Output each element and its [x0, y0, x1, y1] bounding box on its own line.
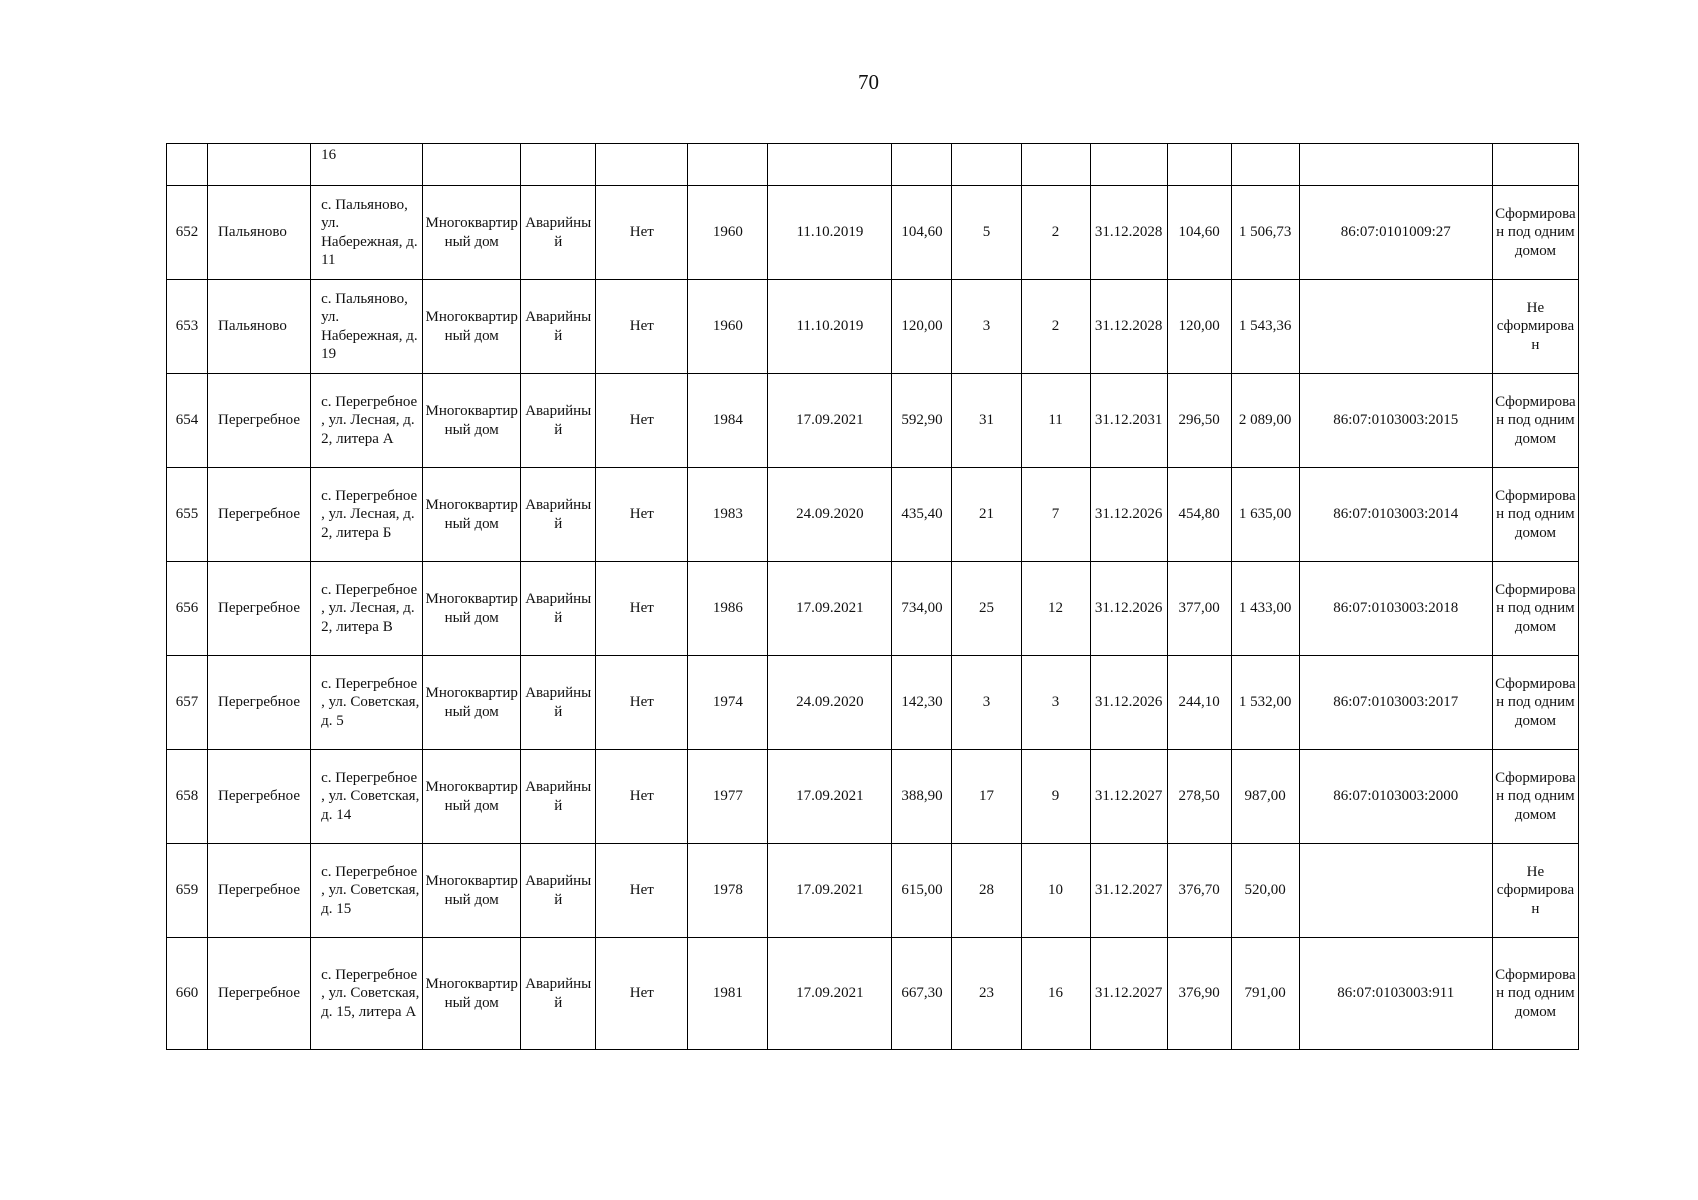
cell-status: Сформирован под одним домом — [1492, 186, 1578, 280]
cell-condition: Аварийный — [521, 468, 596, 562]
cell-address: с. Пальяново, ул. Набережная, д. 19 — [311, 280, 423, 374]
cell-deadline: 31.12.2027 — [1090, 750, 1167, 844]
cell-cadastral — [1299, 844, 1492, 938]
cell-year: 1986 — [688, 562, 768, 656]
cell-rooms: 3 — [1021, 656, 1090, 750]
cell-status: Сформирован под одним домом — [1492, 750, 1578, 844]
cell-cadastral — [1299, 144, 1492, 186]
table-row — [167, 750, 1579, 844]
cell-area2: 454,80 — [1167, 468, 1231, 562]
cell-address: с. Перегребное , ул. Советская, д. 5 — [311, 656, 423, 750]
cell-rooms: 9 — [1021, 750, 1090, 844]
table-row — [167, 656, 1579, 750]
cell-condition: Аварийный — [521, 938, 596, 1050]
cell-rooms: 7 — [1021, 468, 1090, 562]
cell-area — [892, 144, 952, 186]
cell-type — [423, 144, 521, 186]
cell-area: 120,00 — [892, 280, 952, 374]
cell-cadastral: 86:07:0101009:27 — [1299, 186, 1492, 280]
cell-status: Не сформирован — [1492, 844, 1578, 938]
cell-num: 657 — [167, 656, 208, 750]
cell-settlement: Перегребное — [208, 374, 311, 468]
cell-cost: 520,00 — [1231, 844, 1299, 938]
cell-settlement: Перегребное — [208, 562, 311, 656]
cell-area2: 376,90 — [1167, 938, 1231, 1050]
cell-date: 24.09.2020 — [768, 656, 892, 750]
cell-address: с. Перегребное , ул. Лесная, д. 2, литера В — [311, 562, 423, 656]
cell-cadastral: 86:07:0103003:2014 — [1299, 468, 1492, 562]
cell-num: 660 — [167, 938, 208, 1050]
cell-residents: 25 — [952, 562, 1021, 656]
cell-cadastral: 86:07:0103003:2017 — [1299, 656, 1492, 750]
cell-residents: 3 — [952, 280, 1021, 374]
cell-area2: 278,50 — [1167, 750, 1231, 844]
cell-year: 1984 — [688, 374, 768, 468]
cell-area: 667,30 — [892, 938, 952, 1050]
cell-status: Сформирован под одним домом — [1492, 656, 1578, 750]
cell-num: 659 — [167, 844, 208, 938]
cell-status: Сформирован под одним домом — [1492, 938, 1578, 1050]
cell-status: Сформирован под одним домом — [1492, 374, 1578, 468]
cell-flag: Нет — [596, 562, 688, 656]
cell-settlement: Перегребное — [208, 656, 311, 750]
cell-date: 17.09.2021 — [768, 844, 892, 938]
cell-condition: Аварийный — [521, 374, 596, 468]
cell-year: 1960 — [688, 280, 768, 374]
cell-type: Многоквартирный дом — [423, 562, 521, 656]
cell-cost: 1 433,00 — [1231, 562, 1299, 656]
cell-residents — [952, 144, 1021, 186]
cell-cost: 2 089,00 — [1231, 374, 1299, 468]
table-row — [167, 280, 1579, 374]
cell-status — [1492, 144, 1578, 186]
table-row — [167, 468, 1579, 562]
cell-date — [768, 144, 892, 186]
cell-date: 17.09.2021 — [768, 562, 892, 656]
cell-residents: 31 — [952, 374, 1021, 468]
cell-deadline: 31.12.2027 — [1090, 844, 1167, 938]
cell-condition: Аварийный — [521, 186, 596, 280]
cell-area2: 104,60 — [1167, 186, 1231, 280]
cell-area: 142,30 — [892, 656, 952, 750]
cell-settlement: Пальяново — [208, 186, 311, 280]
cell-area2: 120,00 — [1167, 280, 1231, 374]
cell-residents: 28 — [952, 844, 1021, 938]
cell-deadline: 31.12.2028 — [1090, 186, 1167, 280]
cell-area: 615,00 — [892, 844, 952, 938]
cell-status: Не сформирован — [1492, 280, 1578, 374]
cell-address: с. Пальяново, ул. Набережная, д. 11 — [311, 186, 423, 280]
cell-type: Многоквартирный дом — [423, 468, 521, 562]
cell-flag — [596, 144, 688, 186]
cell-area: 435,40 — [892, 468, 952, 562]
cell-area2: 244,10 — [1167, 656, 1231, 750]
cell-address: с. Перегребное , ул. Советская, д. 14 — [311, 750, 423, 844]
cell-year: 1977 — [688, 750, 768, 844]
housing-registry-table — [166, 143, 1579, 1050]
table-row-continuation — [167, 144, 1579, 186]
cell-settlement — [208, 144, 311, 186]
cell-rooms — [1021, 144, 1090, 186]
cell-residents: 3 — [952, 656, 1021, 750]
cell-rooms: 16 — [1021, 938, 1090, 1050]
cell-flag: Нет — [596, 468, 688, 562]
cell-cadastral: 86:07:0103003:911 — [1299, 938, 1492, 1050]
cell-num: 652 — [167, 186, 208, 280]
cell-num: 654 — [167, 374, 208, 468]
cell-address: 16 — [311, 144, 423, 186]
cell-cost: 987,00 — [1231, 750, 1299, 844]
cell-year: 1981 — [688, 938, 768, 1050]
cell-residents: 23 — [952, 938, 1021, 1050]
cell-flag: Нет — [596, 656, 688, 750]
cell-cadastral: 86:07:0103003:2015 — [1299, 374, 1492, 468]
cell-flag: Нет — [596, 938, 688, 1050]
cell-flag: Нет — [596, 374, 688, 468]
cell-year: 1960 — [688, 186, 768, 280]
cell-year: 1983 — [688, 468, 768, 562]
cell-type: Многоквартирный дом — [423, 750, 521, 844]
cell-settlement: Перегребное — [208, 844, 311, 938]
cell-cadastral — [1299, 280, 1492, 374]
table-row — [167, 844, 1579, 938]
cell-area: 388,90 — [892, 750, 952, 844]
cell-settlement: Пальяново — [208, 280, 311, 374]
cell-address: с. Перегребное , ул. Советская, д. 15, литера А — [311, 938, 423, 1050]
cell-condition: Аварийный — [521, 750, 596, 844]
cell-date: 17.09.2021 — [768, 374, 892, 468]
cell-rooms: 12 — [1021, 562, 1090, 656]
cell-type: Многоквартирный дом — [423, 938, 521, 1050]
table-row — [167, 938, 1579, 1050]
cell-date: 11.10.2019 — [768, 280, 892, 374]
cell-address: с. Перегребное , ул. Советская, д. 15 — [311, 844, 423, 938]
cell-num — [167, 144, 208, 186]
cell-year: 1978 — [688, 844, 768, 938]
cell-num: 658 — [167, 750, 208, 844]
cell-settlement: Перегребное — [208, 468, 311, 562]
table-row — [167, 186, 1579, 280]
cell-num: 655 — [167, 468, 208, 562]
cell-rooms: 2 — [1021, 280, 1090, 374]
cell-residents: 5 — [952, 186, 1021, 280]
cell-area2: 377,00 — [1167, 562, 1231, 656]
cell-date: 17.09.2021 — [768, 750, 892, 844]
cell-settlement: Перегребное — [208, 938, 311, 1050]
cell-deadline: 31.12.2031 — [1090, 374, 1167, 468]
cell-type: Многоквартирный дом — [423, 844, 521, 938]
cell-status: Сформирован под одним домом — [1492, 468, 1578, 562]
cell-deadline — [1090, 144, 1167, 186]
cell-area2: 376,70 — [1167, 844, 1231, 938]
cell-residents: 17 — [952, 750, 1021, 844]
cell-cost — [1231, 144, 1299, 186]
cell-residents: 21 — [952, 468, 1021, 562]
cell-type: Многоквартирный дом — [423, 656, 521, 750]
cell-rooms: 10 — [1021, 844, 1090, 938]
cell-cadastral: 86:07:0103003:2000 — [1299, 750, 1492, 844]
cell-condition: Аварийный — [521, 844, 596, 938]
cell-cost: 1 543,36 — [1231, 280, 1299, 374]
cell-rooms: 2 — [1021, 186, 1090, 280]
cell-flag: Нет — [596, 844, 688, 938]
cell-deadline: 31.12.2028 — [1090, 280, 1167, 374]
cell-cadastral: 86:07:0103003:2018 — [1299, 562, 1492, 656]
cell-type: Многоквартирный дом — [423, 374, 521, 468]
cell-date: 24.09.2020 — [768, 468, 892, 562]
cell-area: 734,00 — [892, 562, 952, 656]
cell-cost: 1 506,73 — [1231, 186, 1299, 280]
cell-flag: Нет — [596, 750, 688, 844]
cell-date: 11.10.2019 — [768, 186, 892, 280]
cell-area: 592,90 — [892, 374, 952, 468]
cell-area2: 296,50 — [1167, 374, 1231, 468]
table-row — [167, 374, 1579, 468]
cell-num: 656 — [167, 562, 208, 656]
cell-date: 17.09.2021 — [768, 938, 892, 1050]
cell-year — [688, 144, 768, 186]
cell-condition: Аварийный — [521, 280, 596, 374]
cell-cost: 1 635,00 — [1231, 468, 1299, 562]
table-row — [167, 562, 1579, 656]
cell-condition: Аварийный — [521, 656, 596, 750]
cell-cost: 1 532,00 — [1231, 656, 1299, 750]
cell-year: 1974 — [688, 656, 768, 750]
cell-deadline: 31.12.2026 — [1090, 468, 1167, 562]
cell-type: Многоквартирный дом — [423, 186, 521, 280]
cell-address: с. Перегребное , ул. Лесная, д. 2, литера Б — [311, 468, 423, 562]
cell-num: 653 — [167, 280, 208, 374]
page-number: 70 — [858, 70, 879, 94]
cell-flag: Нет — [596, 186, 688, 280]
cell-type: Многоквартирный дом — [423, 280, 521, 374]
cell-deadline: 31.12.2027 — [1090, 938, 1167, 1050]
cell-condition — [521, 144, 596, 186]
cell-condition: Аварийный — [521, 562, 596, 656]
cell-settlement: Перегребное — [208, 750, 311, 844]
cell-flag: Нет — [596, 280, 688, 374]
cell-deadline: 31.12.2026 — [1090, 656, 1167, 750]
cell-area: 104,60 — [892, 186, 952, 280]
cell-status: Сформирован под одним домом — [1492, 562, 1578, 656]
cell-cost: 791,00 — [1231, 938, 1299, 1050]
cell-deadline: 31.12.2026 — [1090, 562, 1167, 656]
cell-rooms: 11 — [1021, 374, 1090, 468]
cell-area2 — [1167, 144, 1231, 186]
cell-address: с. Перегребное , ул. Лесная, д. 2, литера А — [311, 374, 423, 468]
